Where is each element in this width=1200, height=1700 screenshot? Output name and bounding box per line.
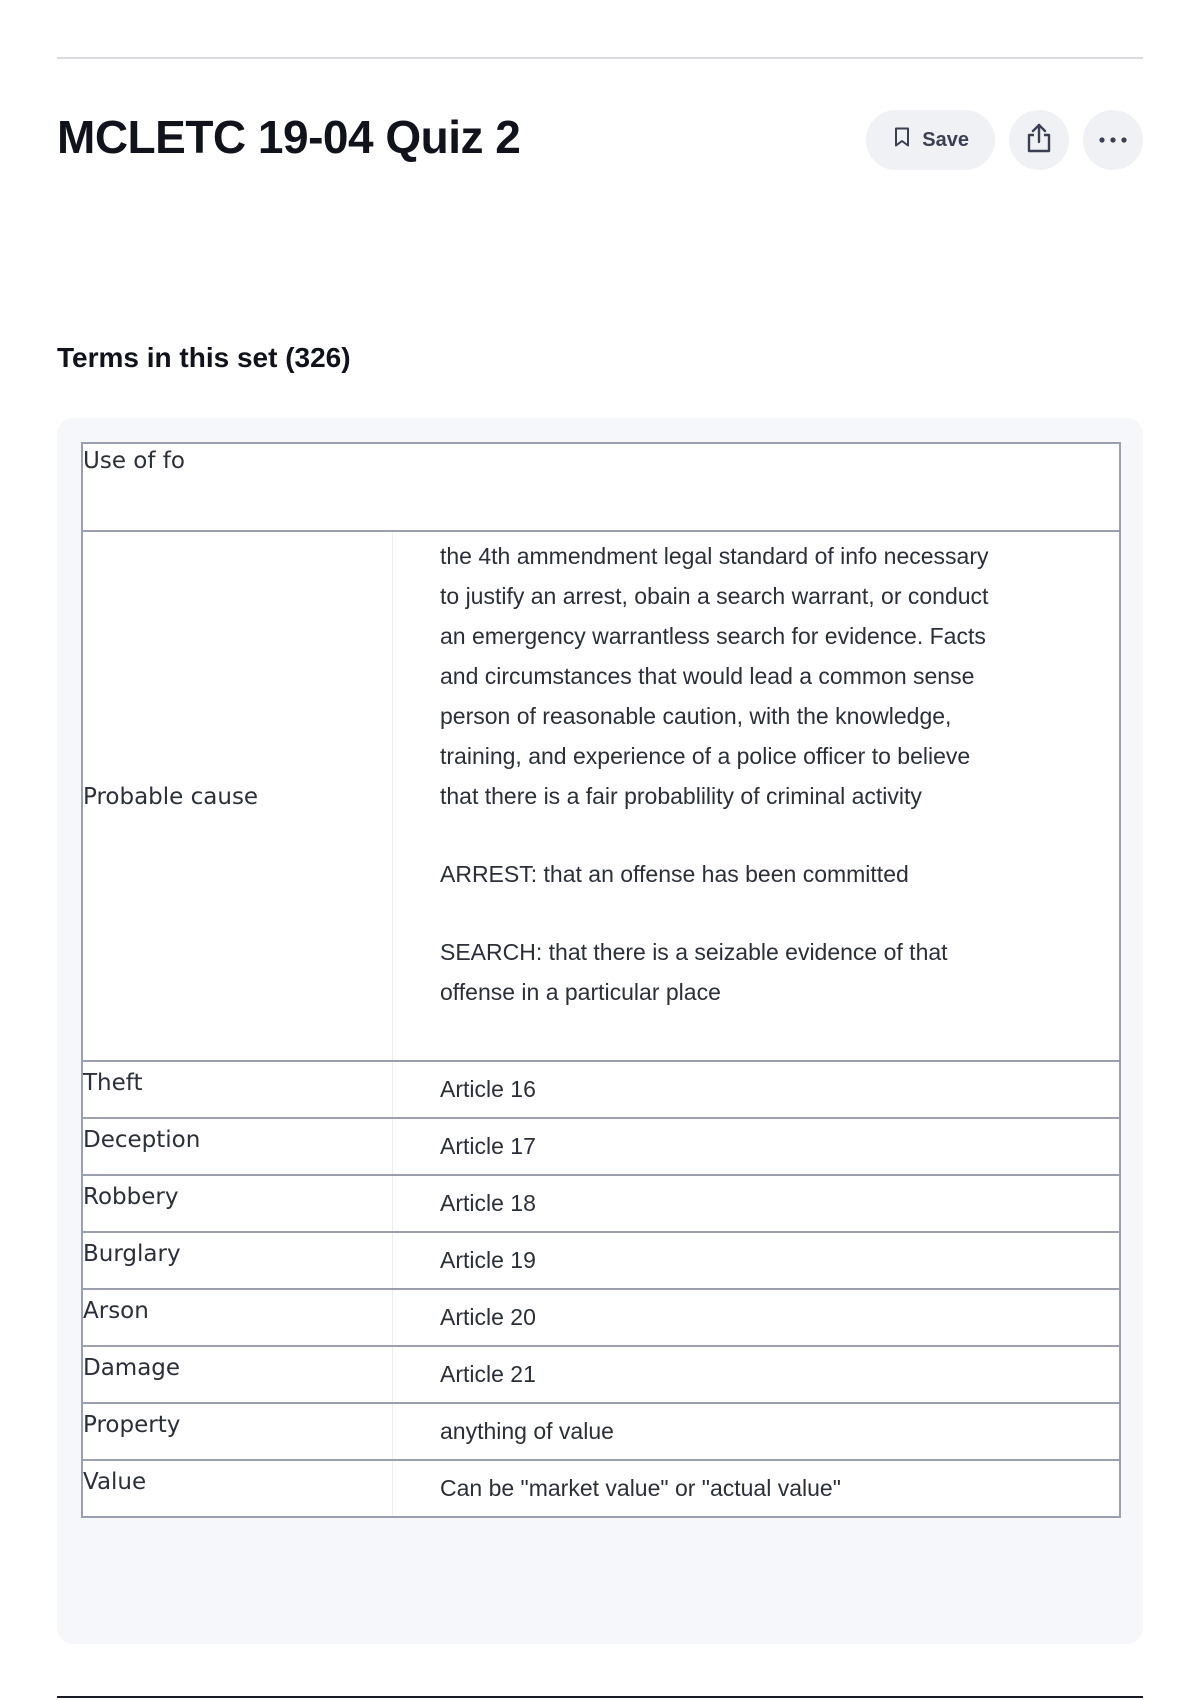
definition-text (393, 532, 1119, 1060)
term-text: Burglary (83, 1233, 393, 1288)
term-text: Theft (83, 1062, 393, 1117)
term-text: Use of fo (83, 448, 185, 474)
bookmark-icon (894, 127, 910, 153)
definition-text: Article 16 (440, 1076, 536, 1102)
term-row (81, 1117, 1121, 1176)
definition-text: Article 18 (440, 1190, 536, 1216)
definition-text: Article 19 (440, 1247, 536, 1273)
top-divider (57, 57, 1143, 59)
definition-text: Article 17 (440, 1133, 536, 1159)
term-text: Arson (83, 1290, 393, 1345)
term-row (81, 1459, 1121, 1518)
term-row (81, 442, 1121, 532)
header-actions (866, 110, 1143, 170)
term-text: Property (83, 1404, 393, 1459)
term-text: Value (83, 1461, 393, 1516)
share-button[interactable] (1009, 110, 1069, 170)
term-row (81, 1060, 1121, 1119)
term-row (81, 1174, 1121, 1233)
definition-paragraph: SEARCH: that there is a seizable evidence of that offense in a particular place (440, 939, 948, 1005)
definition-text: Article 20 (440, 1304, 536, 1330)
term-row (81, 530, 1121, 1062)
term-row (81, 1402, 1121, 1461)
term-text: Robbery (83, 1176, 393, 1231)
term-row (81, 1345, 1121, 1404)
definition-text: Can be "market value" or "actual value" (440, 1475, 841, 1501)
share-icon (1025, 122, 1053, 159)
definition-paragraph: the 4th ammendment legal standard of info necessary to justify an arrest, obain a search warrant, or conduct an emergency warrantless search for evidence. Facts and circumstances that would lead a common sense person of reasonable caution, with the knowledge, training, and experience of a police officer to believe that there is a fair probablility of criminal activity (440, 543, 989, 809)
page-title: MCLETC 19-04 Quiz 2 (57, 111, 521, 163)
definition-text: anything of value (440, 1418, 614, 1444)
term-text: Deception (83, 1119, 393, 1174)
term-row (81, 1288, 1121, 1347)
more-horizontal-icon (1098, 131, 1128, 149)
term-row (81, 1231, 1121, 1290)
bottom-divider (57, 1696, 1143, 1698)
terms-table (81, 442, 1121, 1518)
definition-paragraph: ARREST: that an offense has been committed (440, 861, 909, 887)
terms-heading: Terms in this set (326) (57, 342, 351, 373)
term-text: Damage (83, 1347, 393, 1402)
save-button[interactable] (866, 110, 995, 170)
more-options-button[interactable] (1083, 110, 1143, 170)
term-text: Probable cause (83, 532, 393, 1060)
save-button-label: Save (922, 128, 969, 151)
definition-text: Article 21 (440, 1361, 536, 1387)
